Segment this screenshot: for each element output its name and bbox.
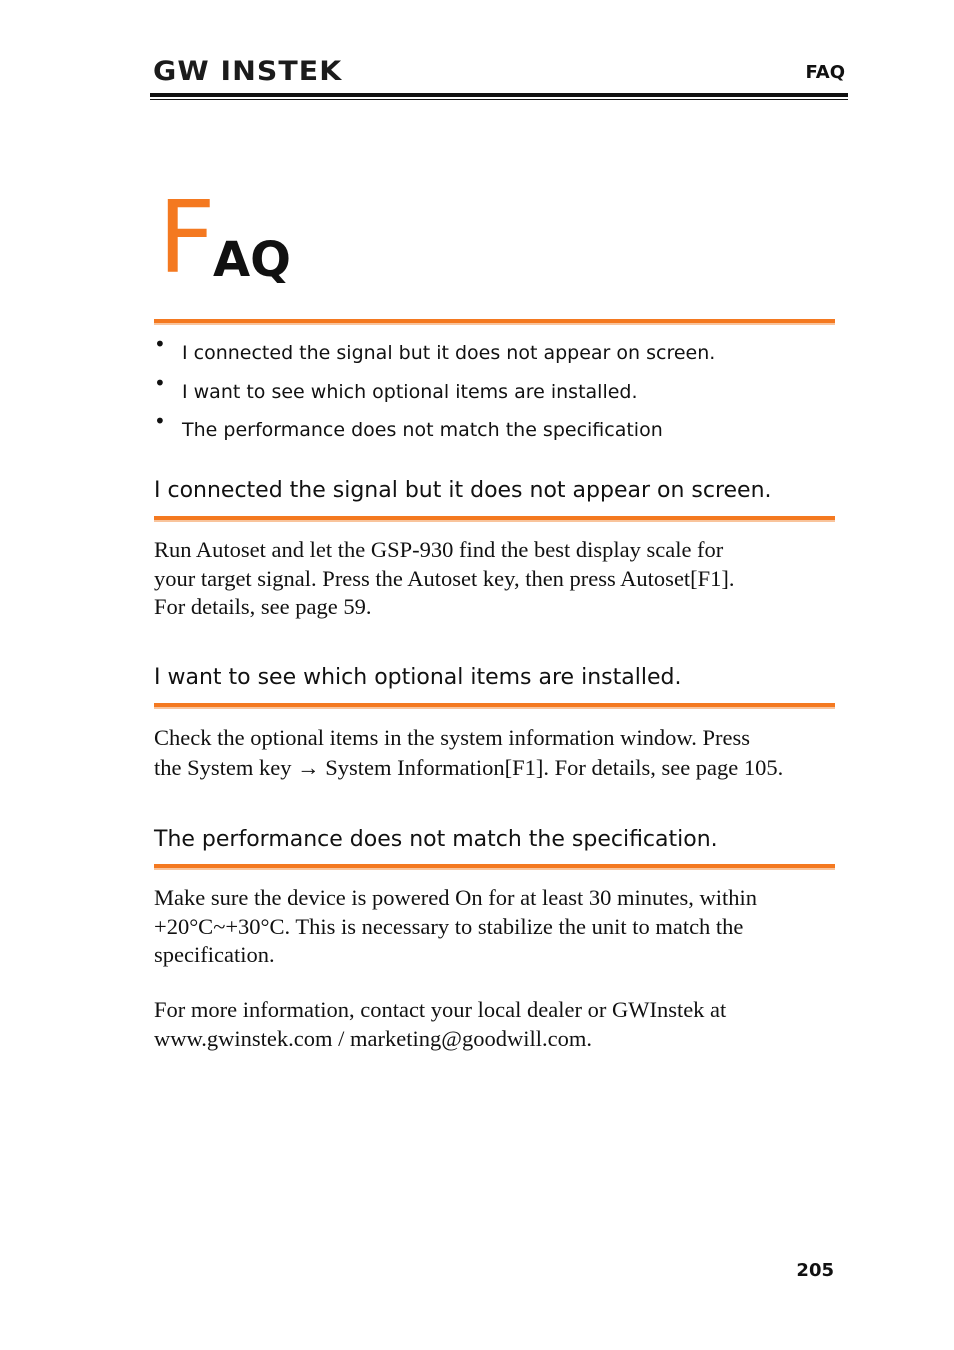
section-body: Check the optional items in the system information window. Press the System key → System Information[F1]. For details, see page 105. [154,725,784,780]
section-rule [154,703,835,707]
bullet-icon: • [154,409,166,433]
section-heading: The performance does not match the specification. [154,827,718,852]
section-rule [154,516,835,520]
topic-list-item[interactable]: • The performance does not match the specification [154,411,844,450]
header-rule [150,93,848,97]
gw-instek-logo: GW INSTEK [153,56,343,87]
section-body: Make sure the device is powered On for at least 30 minutes, within +20°C~+30°C. This is necessary to stabilize the unit to match the specification. [154,885,757,967]
chapter-rule [154,319,835,323]
header-rule-thin [150,99,848,100]
section-heading: I want to see which optional items are installed. [154,665,682,690]
page-number: 205 [796,1260,834,1281]
chapter-title-rest: AQ [213,232,291,288]
page-header [150,52,848,100]
section-heading: I connected the signal but it does not appear on screen. [154,478,772,503]
header-section-title: FAQ [805,62,845,83]
bullet-icon: • [154,370,166,395]
section-body: Run Autoset and let the GSP-930 find the best display scale for your target signal. Press the Autoset key, then press Autoset[F1]. For details, see page 59. [154,537,735,619]
chapter-initial: F [158,179,216,296]
section-rule [154,864,835,868]
contact-info: For more information, contact your local dealer or GWInstek at www.gwinstek.com / marketing@goodwill.com. [154,997,727,1051]
topic-list-item[interactable]: • I want to see which optional items are installed. [154,373,844,412]
topic-list-item[interactable]: • I connected the signal but it does not appear on screen. [154,334,844,373]
bullet-icon: • [154,332,166,356]
topic-list [154,334,844,450]
